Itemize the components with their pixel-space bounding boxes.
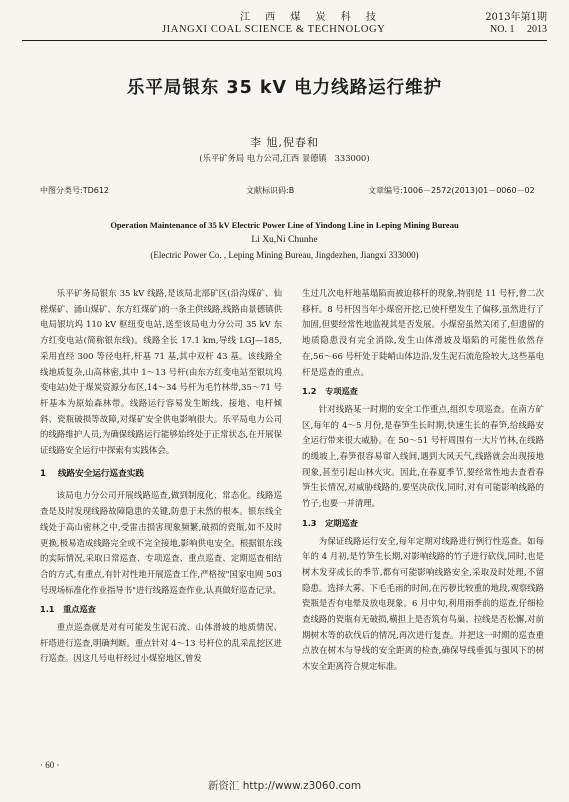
section-1-number: 1 [40,468,46,479]
section-1-1-paragraph: 重点巡查就是对有可能发生泥石流、山体滑坡的地质情况、杆塔进行巡查,明确判断。重点针对 4～13 号杆位的乱采乱挖区进行巡查。因这几号电杆经过小煤窑地区,曾发 [40,622,282,664]
continued-paragraph: 生过几次电杆地基塌陷而被迫移杆的现象,特别是 11 号杆,曾二次移杆。8 号杆因当年小煤窑开挖,已使杆塑发生了偏移,虽然进行了加固,但要经常性地监视其是否发展。小煤窑虽然关闭了,但遗留的地质隐患没有完全消除,发生山体滑坡及塌陷的可能性依然存在,56～66 号杆处于陡峭山体边沿,发生泥石流危险较大,这些基电杆是巡查的重点。 [302,288,544,377]
section-1-2-title: 专项巡查 [325,386,358,397]
section-1-3-number: 1.3 [302,517,317,528]
page-number: · 60 · [40,760,60,770]
section-1-1-heading [40,602,282,618]
journal-name-en: JIANGXI COAL SCIENCE & TECHNOLOGY [162,24,386,35]
section-1-1-number: 1.1 [40,604,55,615]
section-1-3-heading [302,516,544,532]
clc-label: 中图分类号: [40,186,83,195]
section-1-2-number: 1.2 [302,386,317,397]
english-title: Operation Maintenance of 35 kV Electric Power Line of Yindong Line in Leping Mining Bureau [110,220,459,230]
body-right-column [302,286,544,675]
intro-paragraph: 乐平矿务局银东 35 kV 线路,是该局北部矿区(沿沟煤矿、仙槎煤矿、涌山煤矿、东方红煤矿)的一条主供线路,线路由景德镇供电局银坑坞 110 kV 枢纽变电站,送至该局电力分公司 35 kV 东方红变电站(简称银东线)。线路全长 17.1 km,导线 LGJ—185,采用直经 300 等径电杆,杆基 71 基,其中双杆 43 基。该线路全线地质复杂,山高林密,其中 1～13 号杆(由东方红变电站至银坑坞变电站)处于煤炭资源分布区,14～34 号杆为毛竹林带,35～71 号杆基本为原始森林带。线路运行容易发生断线、接地、电杆倾斜、瓷瓶破损等故障,对煤矿安全供电影响很大。乐平局电力公司的线路维护人员,为确保线路运行能够始终处于正常状态,在开展保证线路安全运行中探索有实践体会。 [40,288,282,456]
article-number [368,185,535,196]
issue-en: NO. 1 2013 [490,24,547,35]
section-1-3-title: 定期巡查 [325,517,358,528]
clc-value: TD612 [82,186,110,195]
body-left-column [40,286,282,667]
section-1-heading [40,467,282,483]
article-title: 乐平局银东 35 kV 电力线路运行维护 [126,78,443,98]
doc-code-label: 文献标识码: [246,186,289,195]
watermark-text: 新资汇 http://www.z3060.com [207,780,362,792]
document-code [246,185,294,196]
issue-cn: 2013年第1期 [485,12,547,23]
section-1-paragraph: 该局电力分公司开展线路巡查,做到制度化、常态化。线路巡查是及时发现线路故障隐患的关键,防患于未然的根本。银东线全线处于高山密林之中,受雷击损害现象频繁,破损的瓷瓶,如不及时更换,极易造成线路完全或不完全接地,影响供电安全。根据银东线的实际情况,采取日常巡查、专项巡查、重点巡查、定期巡查相结合的方式,有重点,有针对性地开展巡查工作,严格按"国家电网 503 号现场标准化作业指导书"进行线路巡查作业,认真做好巡查记录。 [40,490,282,595]
section-1-title: 线路安全运行巡查实践 [57,468,144,479]
article-no-label: 文章编号: [368,186,403,195]
journal-name-cn: 江 西 煤 炭 科 技 [240,12,382,23]
english-authors: Li Xu,Ni Chunhe [251,235,318,245]
section-1-2-paragraph: 针对线路某一时期的安全工作重点,组织专项巡查。在南方矿区,每年的 4～5 月份,是春笋生长时期,快速生长的春笋,给线路安全运行带来很大威胁。在 50～51 号杆周围有一大片竹林,在线路的缓坡上,春笋很容易窜入线间,遇到大风天气,线路就会出现接地现象,甚至引起山林火灾。因此,在春夏季节,要经常性地去查看春笋生长情况,对威胁线路的,要坚决砍伐,同时,对有可能影响线路的竹子,也要一并清理。 [302,403,544,509]
article-no-value: 1006－2572(2013)01－0060－02 [402,186,535,195]
section-1-1-title: 重点巡查 [63,604,96,615]
doc-code-value: B [288,186,295,195]
authors: 李 旭,倪春和 [250,136,319,149]
header-rule [22,40,547,41]
clc-number [40,185,109,196]
english-affiliation: (Electric Power Co. , Leping Mining Bureau, Jingdezhen, Jiangxi 333000) [150,250,419,260]
affiliation: (乐平矿务局 电力公司,江西 景德镇 333000) [199,153,370,163]
section-1-3-paragraph: 为保证线路运行安全,每年定期对线路进行例行性巡查。如每年的 4 月初,是竹笋生长期,对影响线路的竹子进行砍伐,同时,也是树木发芽成长的季节,都有可能影响线路安全,采取及时处理,不留隐患。选择大雾、下毛毛雨的时间,在污秽比较重的地段,观察线路瓷瓶是否有电晕及放电现象。6 月中旬,利用雨季前的巡查,仔细检查线路的瓷瓶有无破损,横担上是否筑有鸟巢、拉线是否松懈,对前期树木等的砍伐后的情况,再次进行复查。并把这一时期的巡查重点放在树木与导线的安全距离的检查,确保导线垂弧与强风下的树木安全距离符合规定标准。 [302,535,544,672]
section-1-2-heading [302,384,544,400]
